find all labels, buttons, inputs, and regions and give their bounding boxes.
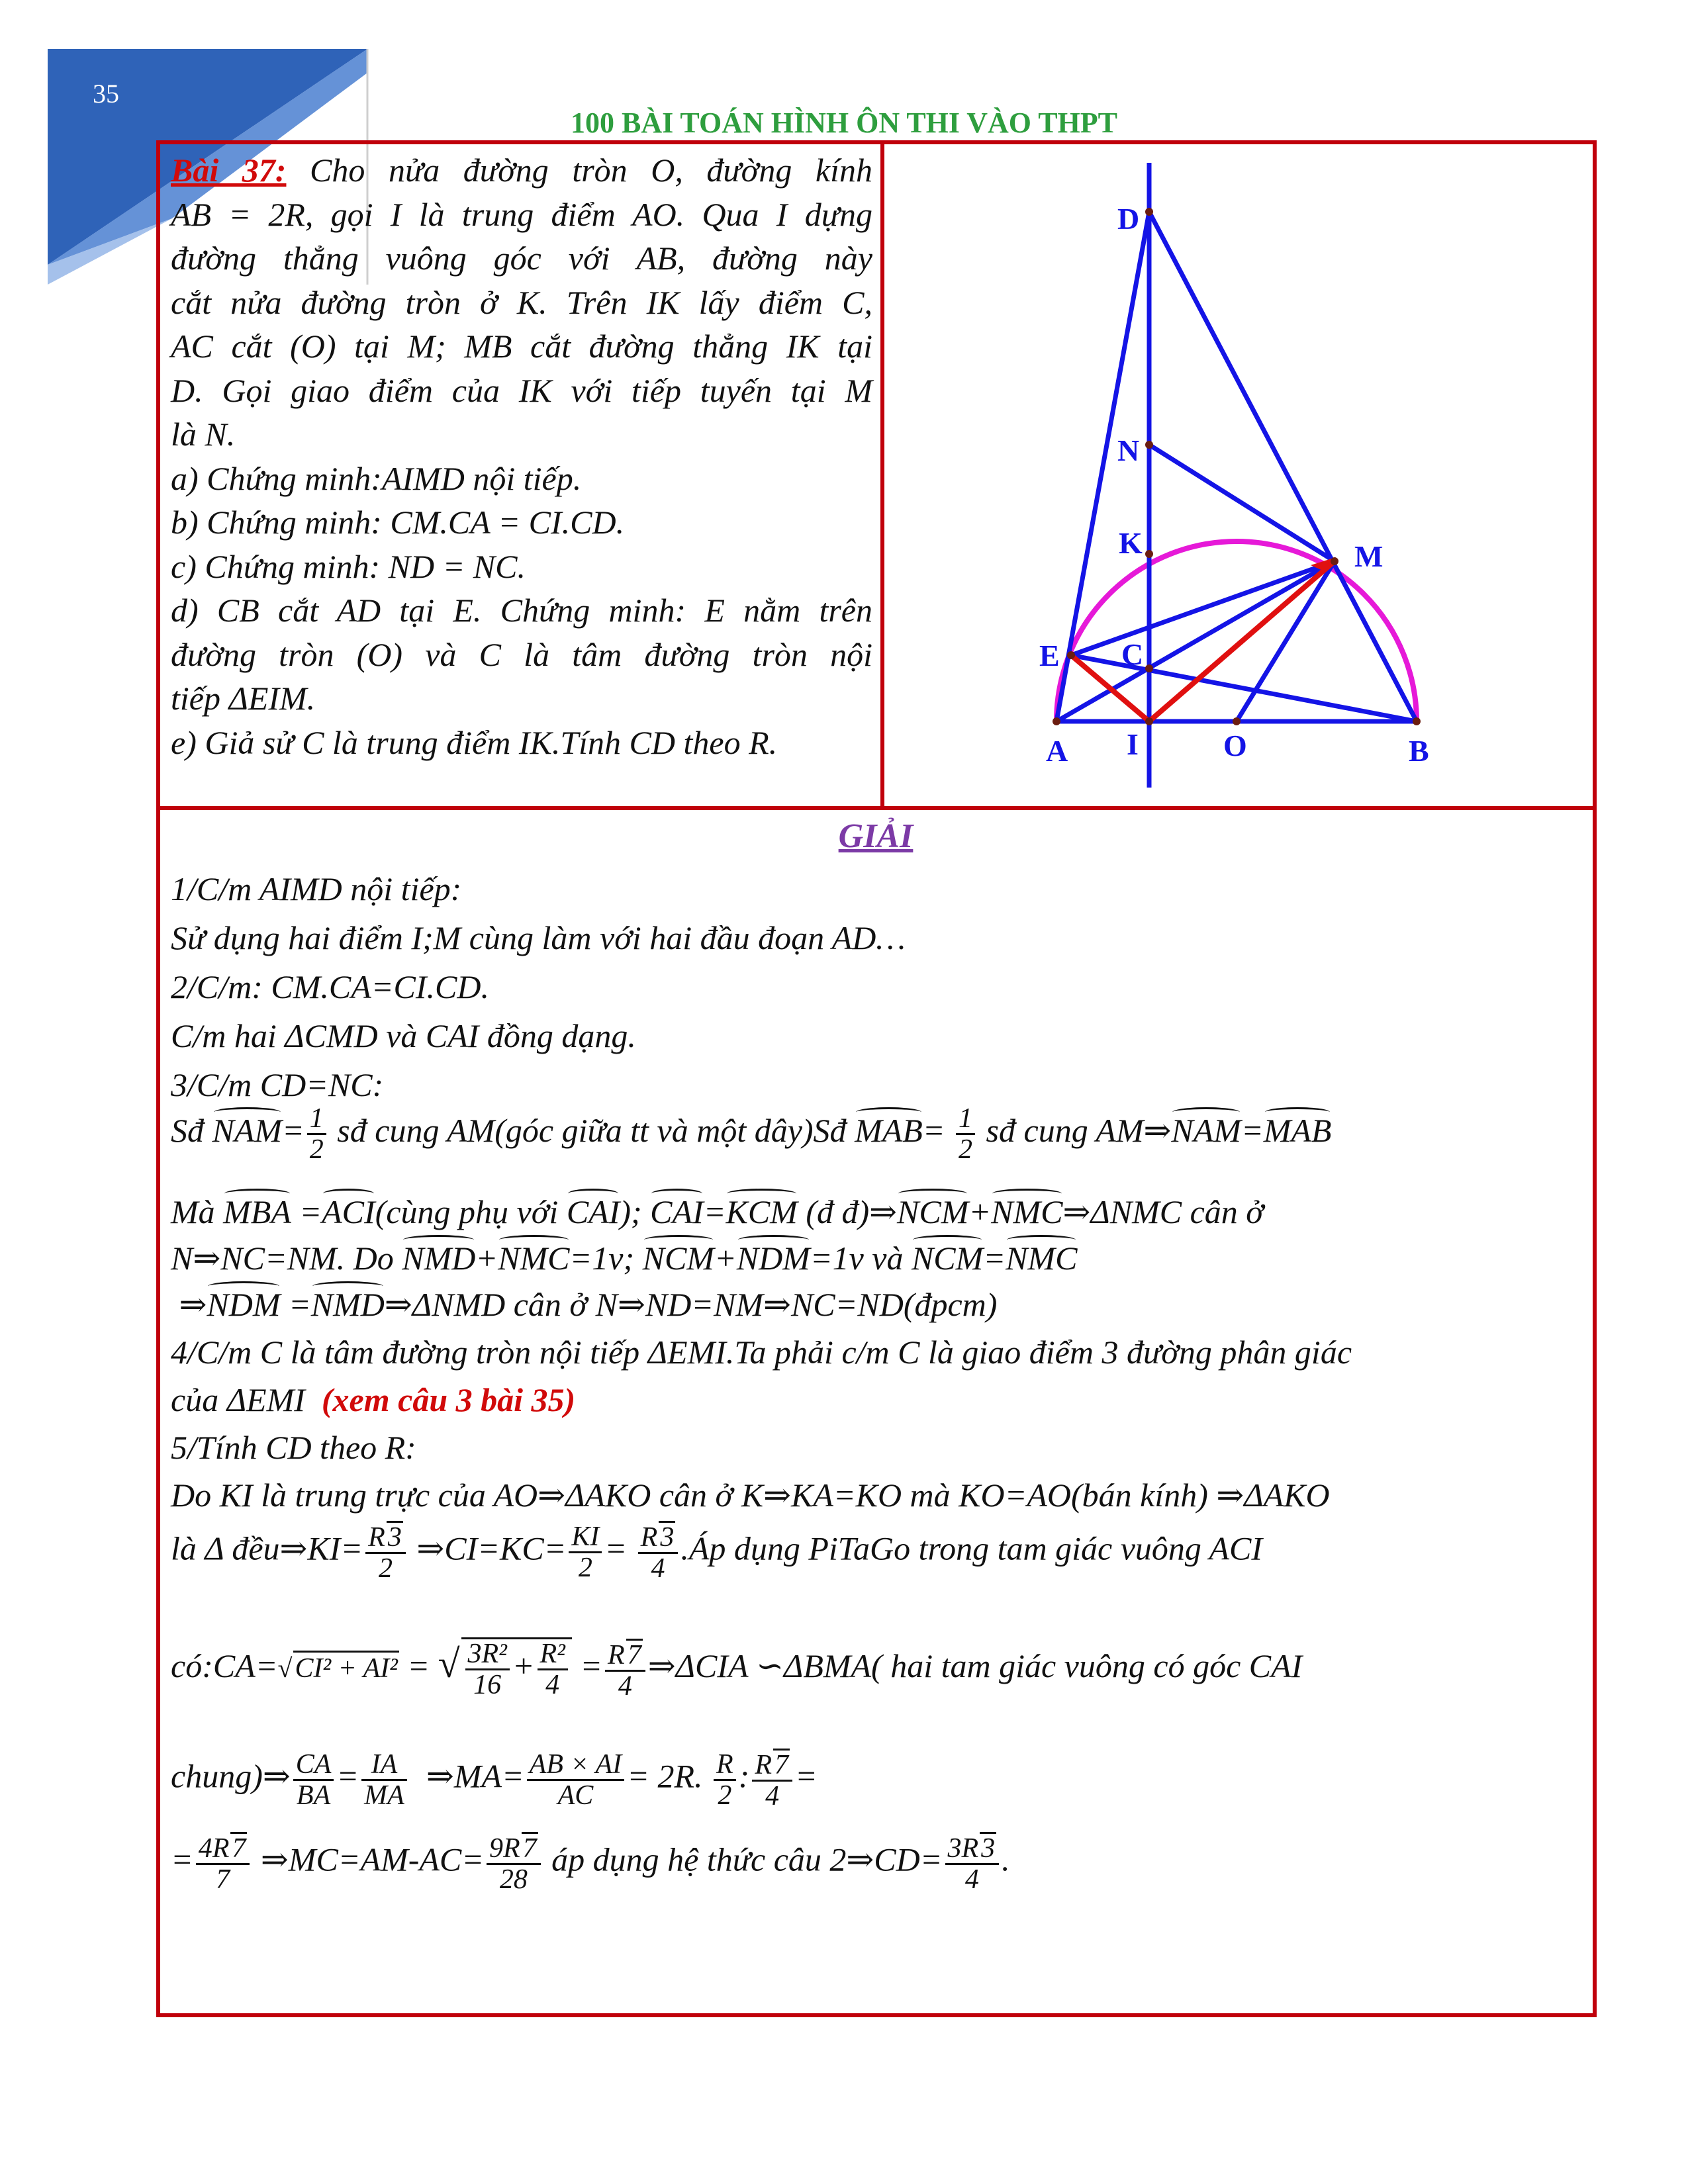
solution-step-3: 3/C/m CD=NC: — [171, 1066, 384, 1103]
solution-step-4-detail: của ΔEMI (xem câu 3 bài 35) — [171, 1381, 576, 1418]
problem-line: D. Gọi giao điểm của IK với tiếp tuyến tại M — [171, 371, 872, 409]
header-title: 100 BÀI TOÁN HÌNH ÔN THI VÀO THPT — [570, 107, 1117, 139]
solution-angle-line-4: ⇒NDM =NMD⇒ΔNMD cân ở N⇒ND=NM⇒NC=ND(đpcm) — [179, 1286, 998, 1323]
solution-math-line-3: chung)⇒ $\frac{CA}{BA}$ = $\frac{IA}{MA}$ ⇒MA= $\frac{AB \times AI}{AC}$ = 2R. $\frac{R}{2}$ : $\frac{R7}{4}$ = — [171, 1749, 818, 1812]
cross-reference: (xem câu 3 bài 35) — [321, 1381, 576, 1418]
label-d: D — [1117, 202, 1140, 236]
problem-line: AC cắt (O) tại M; MB cắt đường thẳng IK tại — [171, 328, 872, 365]
problem-line: đường thẳng vuông góc với AB, đường này — [171, 240, 872, 277]
problem-part-b: b) Chứng minh: CM.CA = CI.CD. — [171, 504, 625, 541]
solution-math-line-4: = $\frac{4R7}{7}$ ⇒MC=AM-AC= $\frac{9R7}{28}$ áp dụng hệ thức câu 2⇒CD= $\frac{3R3}{4}$ . — [171, 1833, 1010, 1895]
solution-math-line-2: có:CA=√CI² + AI² = √ $\frac{\text{3R²}}{16}$ + $\frac{\text{R²}}{4}$ = $\frac{R7}{4}$ ⇒ΔCIA ∽ΔBMA( hai tam giác vuông có góc CAI — [171, 1639, 1303, 1702]
point-e — [1067, 651, 1075, 659]
frame-divider-horizontal — [156, 806, 1597, 810]
frame-divider-vertical — [880, 140, 884, 809]
problem-line: là N. — [171, 416, 236, 453]
problem-part-d: d) CB cắt AD tại E. Chứng minh: E nằm trên — [171, 592, 872, 629]
solution-angle-line-1: Sđ NAM= $\frac{1}{2}$ sđ cung AM(góc giữa tt và một dây)Sđ MAB= $\frac{1}{2}$ sđ cung AM⇒NAM=MAB — [171, 1103, 1332, 1165]
problem-line: AB = 2R, gọi I là trung điểm AO. Qua I dựng — [171, 195, 872, 233]
point-i — [1145, 717, 1153, 725]
label-k: K — [1119, 526, 1143, 560]
solution-step-5: 5/Tính CD theo R: — [171, 1429, 416, 1466]
solution-step-5-detail: Do KI là trung trực của AO⇒ΔAKO cân ở K⇒KA=KO mà KO=AO(bán kính) ⇒ΔAKO — [171, 1477, 1330, 1514]
label-a: A — [1046, 734, 1068, 768]
problem-part-c: c) Chứng minh: ND = NC. — [171, 547, 526, 585]
problem-line: tiếp ΔEIM. — [171, 680, 316, 717]
point-k — [1145, 550, 1153, 558]
problem-statement — [171, 148, 872, 764]
solution-step-4: 4/C/m C là tâm đường tròn nội tiếp ΔEMI.Ta phải c/m C là giao điểm 3 đường phân giác — [171, 1334, 1352, 1371]
point-o — [1233, 717, 1241, 725]
problem-line: cắt nửa đường tròn ở K. Trên IK lấy điểm C, — [171, 283, 872, 321]
geometry-figure — [886, 146, 1593, 805]
label-o: O — [1223, 729, 1247, 762]
problem-line: đường tròn (O) và C là tâm đường tròn nội — [171, 635, 872, 673]
solution-angle-line-3: N⇒NC=NM. Do NMD+NMC=1v; NCM+NDM=1v và NCM=NMC — [171, 1240, 1078, 1277]
problem-line: Bài 37: Cho nửa đường tròn O, đường kính — [171, 152, 873, 189]
problem-part-e: e) Giả sử C là trung điểm IK.Tính CD theo R. — [171, 723, 778, 761]
solution-title: GIẢI — [838, 817, 914, 855]
solution-step-1: 1/C/m AIMD nội tiếp: — [171, 870, 462, 907]
point-a — [1053, 717, 1060, 725]
problem-label: Bài 37: — [171, 152, 287, 189]
solution-math-line-1: là Δ đều⇒KI= $\frac{R3}{2}$ ⇒CI=KC= $\frac{KI}{2}$ = $\frac{R3}{4}$ .Áp dụng PiTaGo trong tam giác vuông ACI — [171, 1521, 1263, 1584]
label-i: I — [1127, 727, 1139, 761]
label-n: N — [1117, 433, 1140, 467]
label-c: C — [1121, 637, 1144, 671]
label-e: E — [1039, 639, 1060, 672]
solution-step-2-detail: C/m hai ΔCMD và CAI đồng dạng. — [171, 1017, 636, 1054]
line-em — [1071, 561, 1335, 655]
point-c — [1145, 664, 1153, 672]
point-m — [1331, 557, 1338, 565]
label-b: B — [1409, 734, 1429, 768]
solution-angle-line-2: Mà MBA =ACI(cùng phụ với CAI); CAI=KCM (đ đ)⇒NCM+NMC⇒ΔNMC cân ở — [171, 1193, 1264, 1230]
point-n — [1145, 441, 1153, 449]
point-d — [1145, 208, 1153, 216]
problem-part-a: a) Chứng minh:AIMD nội tiếp. — [171, 459, 582, 497]
label-m: M — [1354, 539, 1383, 573]
page-number: 35 — [93, 79, 119, 109]
line-im — [1149, 561, 1335, 721]
solution-step-2: 2/C/m: CM.CA=CI.CD. — [171, 968, 489, 1005]
solution-step-1-detail: Sử dụng hai điểm I;M cùng làm với hai đầu đoạn AD… — [171, 919, 906, 956]
point-b — [1413, 717, 1421, 725]
